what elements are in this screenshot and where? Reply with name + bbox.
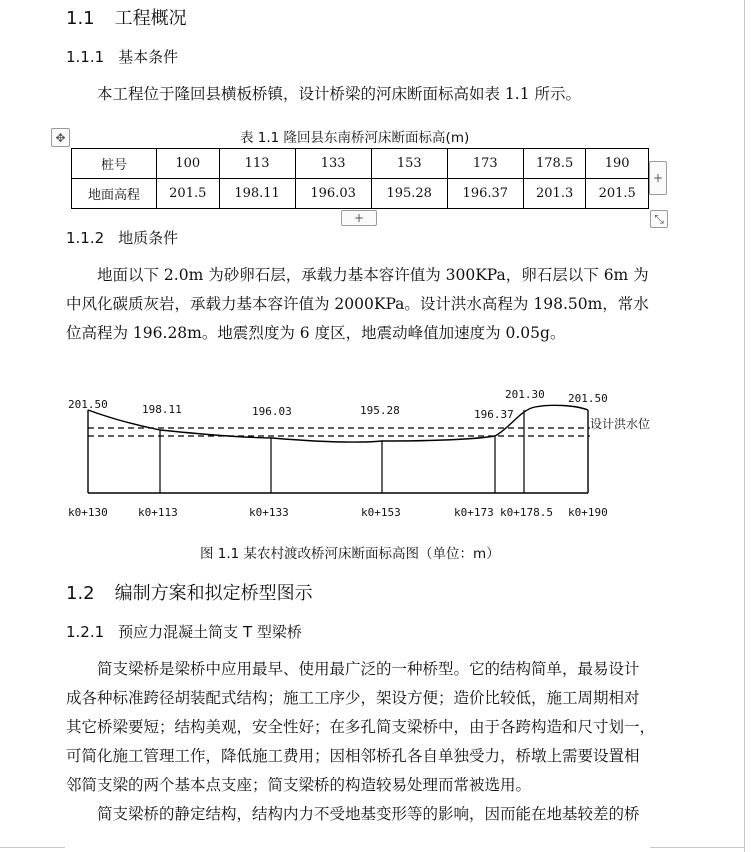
station-label: k0+190 [568, 506, 608, 519]
add-column-button[interactable]: + [649, 161, 667, 195]
table-caption: 表 1.1 隆回县东南桥河床断面标高(m) [240, 130, 470, 146]
heading-1-1: 1.1 工程概况 [66, 8, 187, 29]
table-cell: 201.3 [523, 179, 586, 209]
station-label: k0+113 [138, 506, 178, 519]
paragraph-simply-supported-line-1: 简支梁桥是梁桥中应用最早、使用最广泛的一种桥型。它的结构简单，最易设计 [97, 660, 640, 678]
table-cell: 178.5 [523, 149, 586, 179]
table-cell: 133 [295, 149, 371, 179]
table-move-handle-icon[interactable]: ✥ [51, 128, 70, 147]
station-label: k0+153 [361, 506, 401, 519]
add-row-button[interactable]: + [341, 210, 377, 226]
table-cell: 113 [219, 149, 295, 179]
table-header-cell: 桩号 [72, 149, 157, 179]
table-cell: 196.03 [295, 179, 371, 209]
cross-section-figure [0, 380, 751, 530]
paragraph-simply-supported-line-2: 成各种标准跨径胡装配式结构；施工工序少，架设方便；造价比较低，施工周期相对 [66, 689, 640, 707]
elevation-table [71, 148, 649, 209]
station-label: k0+178.5 [500, 506, 553, 519]
heading-1-2-1: 1.2.1 预应力混凝土简支 T 型梁桥 [66, 623, 302, 641]
paragraph-static-structure-line-1: 简支梁桥的静定结构，结构内力不受地基变形等的影响，因而能在地基较差的桥 [97, 805, 640, 823]
table-cell: 100 [157, 149, 220, 179]
table-cell: 196.37 [447, 179, 523, 209]
table-cell: 198.11 [219, 179, 295, 209]
table-cell: 201.5 [157, 179, 220, 209]
table-cell: 153 [371, 149, 447, 179]
paragraph-geology-line-1: 地面以下 2.0m 为砂卵石层，承载力基本容许值为 300KPa，卵石层以下 6m 为 [97, 266, 649, 284]
table-cell: 195.28 [371, 179, 447, 209]
table-row [72, 179, 649, 209]
heading-1-1-1: 1.1.1 基本条件 [66, 48, 179, 66]
station-label: k0+133 [249, 506, 289, 519]
paragraph-simply-supported-line-4: 可简化施工管理工作，降低施工费用；因相邻桥孔各自单独受力，桥墩上需要设置相 [66, 747, 640, 765]
heading-1-1-2: 1.1.2 地质条件 [66, 229, 179, 247]
elev-label: 201.50 [568, 392, 608, 405]
paragraph-geology-line-3: 位高程为 196.28m。地震烈度为 6 度区，地震动峰值加速度为 0.05g。 [66, 324, 566, 342]
station-label: k0+130 [68, 506, 108, 519]
elev-label: 198.11 [142, 403, 182, 416]
elev-label: 201.50 [68, 398, 108, 411]
figure-caption: 图 1.1 某农村渡改桥河床断面标高图（单位：m） [200, 546, 500, 562]
page-right-edge [744, 0, 745, 852]
page-bottom-mark-left [0, 847, 65, 848]
elev-label: 196.37 [474, 408, 514, 421]
page-bottom-mark-right [650, 847, 745, 848]
table-cell: 173 [447, 149, 523, 179]
paragraph-simply-supported-line-5: 邻简支梁的两个基本点支座；简支梁桥的构造较易处理而常被选用。 [66, 776, 532, 794]
paragraph-basic-conditions: 本工程位于隆回县横板桥镇，设计桥梁的河床断面标高如表 1.1 所示。 [97, 85, 582, 103]
paragraph-geology-line-2: 中风化碳质灰岩，承载力基本容许值为 2000KPa。设计洪水高程为 198.50m，常水 [66, 295, 649, 313]
flood-level-label: 设计洪水位 [590, 417, 651, 431]
table-header-cell: 地面高程 [72, 179, 157, 209]
table-row [72, 149, 649, 179]
table-cell: 201.5 [586, 179, 649, 209]
station-label: k0+173 [454, 506, 494, 519]
paragraph-simply-supported-line-3: 其它桥梁要短；结构美观，安全性好；在多孔简支梁桥中，由于各跨构造和尺寸划一， [66, 718, 656, 736]
table-cell: 190 [586, 149, 649, 179]
table-resize-handle-icon[interactable]: ⤡ [650, 210, 668, 228]
heading-1-2: 1.2 编制方案和拟定桥型图示 [66, 583, 313, 604]
elev-label: 196.03 [252, 405, 292, 418]
elev-label: 201.30 [505, 388, 545, 401]
elev-label: 195.28 [360, 404, 400, 417]
